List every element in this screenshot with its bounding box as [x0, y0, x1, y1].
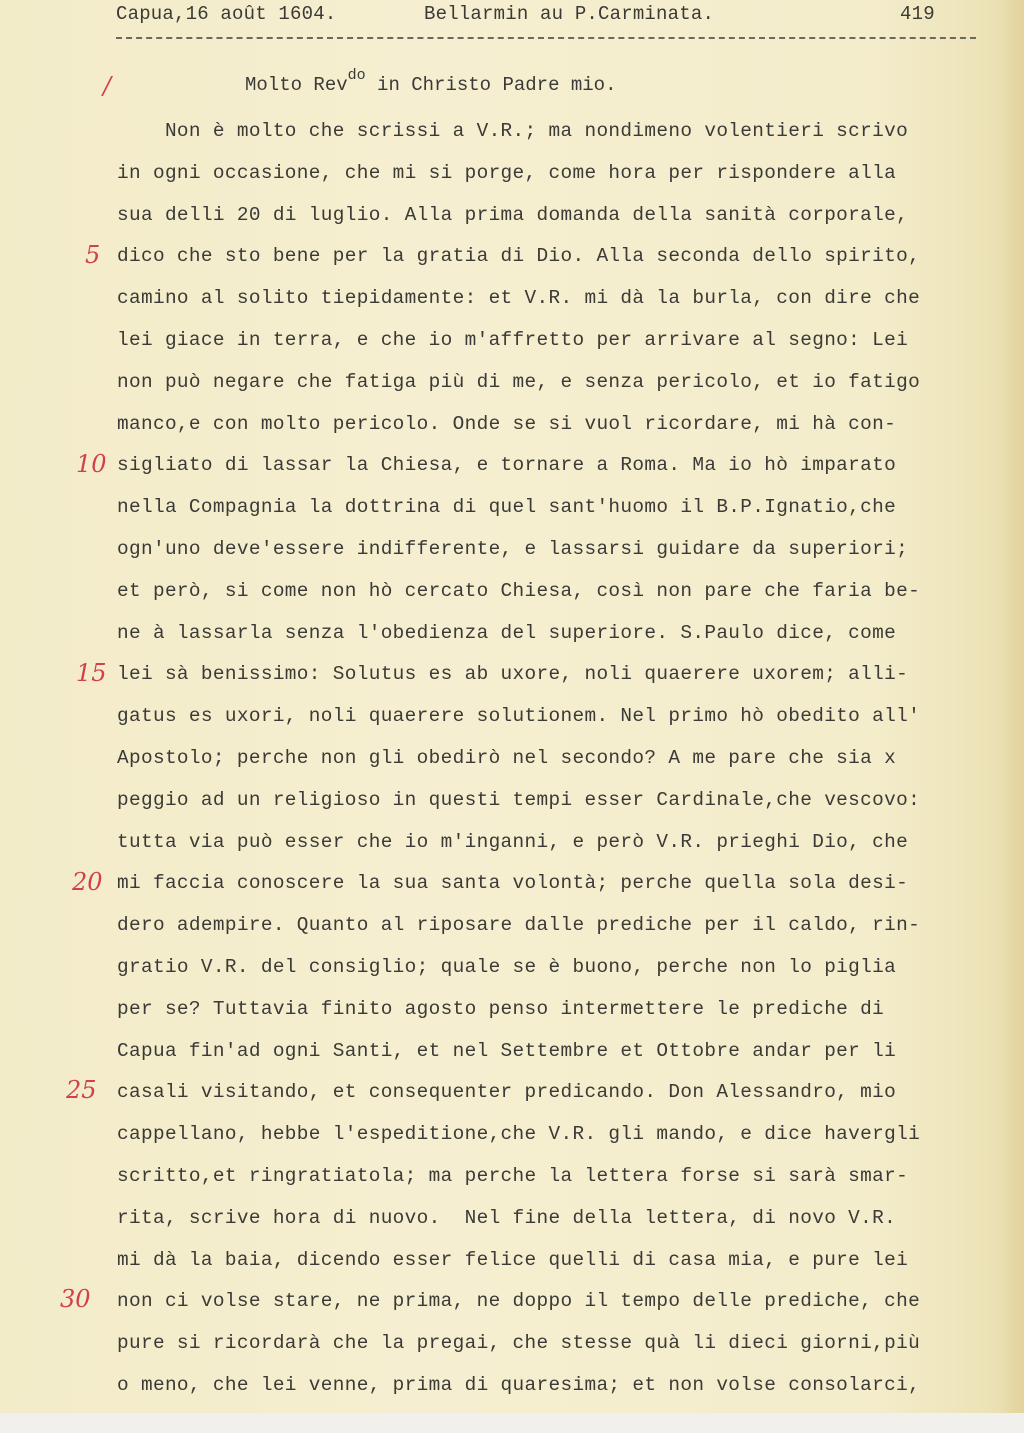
page-number: 419 [900, 3, 935, 25]
text-line: non può negare che fatiga più di me, e senza pericolo, et io fatigo [117, 370, 921, 393]
text-line: pure si ricordarà che la pregai, che stesse quà li dieci giorni,più [117, 1332, 921, 1355]
text-line: Non è molto che scrissi a V.R.; ma nondimeno volentieri scrivo [117, 120, 909, 142]
text-line: cappellano, hebbe l'espeditione,che V.R. gli mando, e dice havergli [117, 1123, 921, 1146]
salutation-end: in Christo Padre mio. [365, 74, 617, 96]
text-line: peggio ad un religioso in questi tempi esser Cardinale,che vescovo: [117, 788, 921, 811]
running-header [116, 3, 976, 29]
text-line: gatus es uxori, noli quaerere solutionem. Nel primo hò obedito all' [117, 705, 921, 728]
margin-line-number: 15 [76, 659, 107, 687]
text-line: tutta via può esser che io m'inganni, e però V.R. prieghi Dio, che [117, 830, 909, 853]
text-line: casali visitando, et consequenter predicando. Don Alessandro, mio [117, 1081, 897, 1104]
text-line: Capua fin'ad ogni Santi, et nel Settembre et Ottobre andar per li [117, 1039, 897, 1062]
text-line: sigliato di lassar la Chiesa, e tornare a Roma. Ma io hò imparato [117, 454, 897, 477]
text-line: non ci volse stare, ne prima, ne doppo il tempo delle prediche, che [117, 1290, 921, 1313]
text-line: dico che sto bene per la gratia di Dio. Alla seconda dello spirito, [117, 245, 921, 268]
text-line: et però, si come non hò cercato Chiesa, così non pare che faria be- [117, 579, 921, 602]
header-title: Bellarmin au P.Carminata. [424, 3, 715, 25]
text-line: gratio V.R. del consiglio; quale se è buono, perche non lo piglia [117, 955, 897, 978]
header-divider [116, 37, 976, 39]
text-line: sua delli 20 di luglio. Alla prima domanda della sanità corporale, [117, 203, 909, 226]
text-line: rita, scrive hora di nuovo. Nel fine della lettera, di novo V.R. [117, 1206, 897, 1229]
margin-line-number: 20 [72, 868, 103, 896]
text-line: ogn'uno deve'essere indifferente, e lassarsi guidare da superiori; [117, 537, 909, 560]
header-place-date: Capua,16 août 1604. [116, 3, 337, 25]
text-line: manco,e con molto pericolo. Onde se si vuol ricordare, mi hà con- [117, 412, 897, 435]
salutation-start: Molto Rev [245, 74, 348, 96]
salutation [245, 66, 617, 96]
margin-line-number: / [103, 72, 112, 100]
margin-line-number: 30 [60, 1285, 91, 1313]
margin-line-number: 10 [76, 450, 107, 478]
text-line: scritto,et ringratiatola; ma perche la lettera forse si sarà smar- [117, 1164, 909, 1187]
text-line: mi faccia conoscere la sua santa volontà; perche quella sola desi- [117, 872, 909, 895]
text-line: nella Compagnia la dottrina di quel sant'huomo il B.P.Ignatio,che [117, 496, 897, 519]
text-line: lei giace in terra, e che io m'affretto per arrivare al segno: Lei [117, 328, 909, 351]
text-line: per se? Tuttavia finito agosto penso intermettere le prediche di [117, 997, 885, 1020]
text-line: ne à lassarla senza l'obedienza del superiore. S.Paulo dice, come [117, 621, 897, 644]
text-line: mi dà la baia, dicendo esser felice quelli di casa mia, e pure lei [117, 1248, 909, 1271]
letter-body [117, 117, 997, 1413]
text-line: o meno, che lei venne, prima di quaresima; et non volse consolarci, [117, 1373, 921, 1396]
text-line: in ogni occasione, che mi si porge, come hora per rispondere alla [117, 161, 897, 184]
text-line: camino al solito tiepidamente: et V.R. mi dà la burla, con dire che [117, 287, 921, 310]
margin-line-number: 5 [85, 241, 101, 269]
text-line: lei sà benissimo: Solutus es ab uxore, noli quaerere uxorem; alli- [117, 663, 909, 686]
text-line: dero adempire. Quanto al riposare dalle prediche per il caldo, rin- [117, 914, 921, 937]
text-line: Apostolo; perche non gli obedirò nel secondo? A me pare che sia x [117, 746, 897, 769]
margin-line-number: 25 [66, 1076, 97, 1104]
salutation-superscript: do [347, 66, 366, 84]
